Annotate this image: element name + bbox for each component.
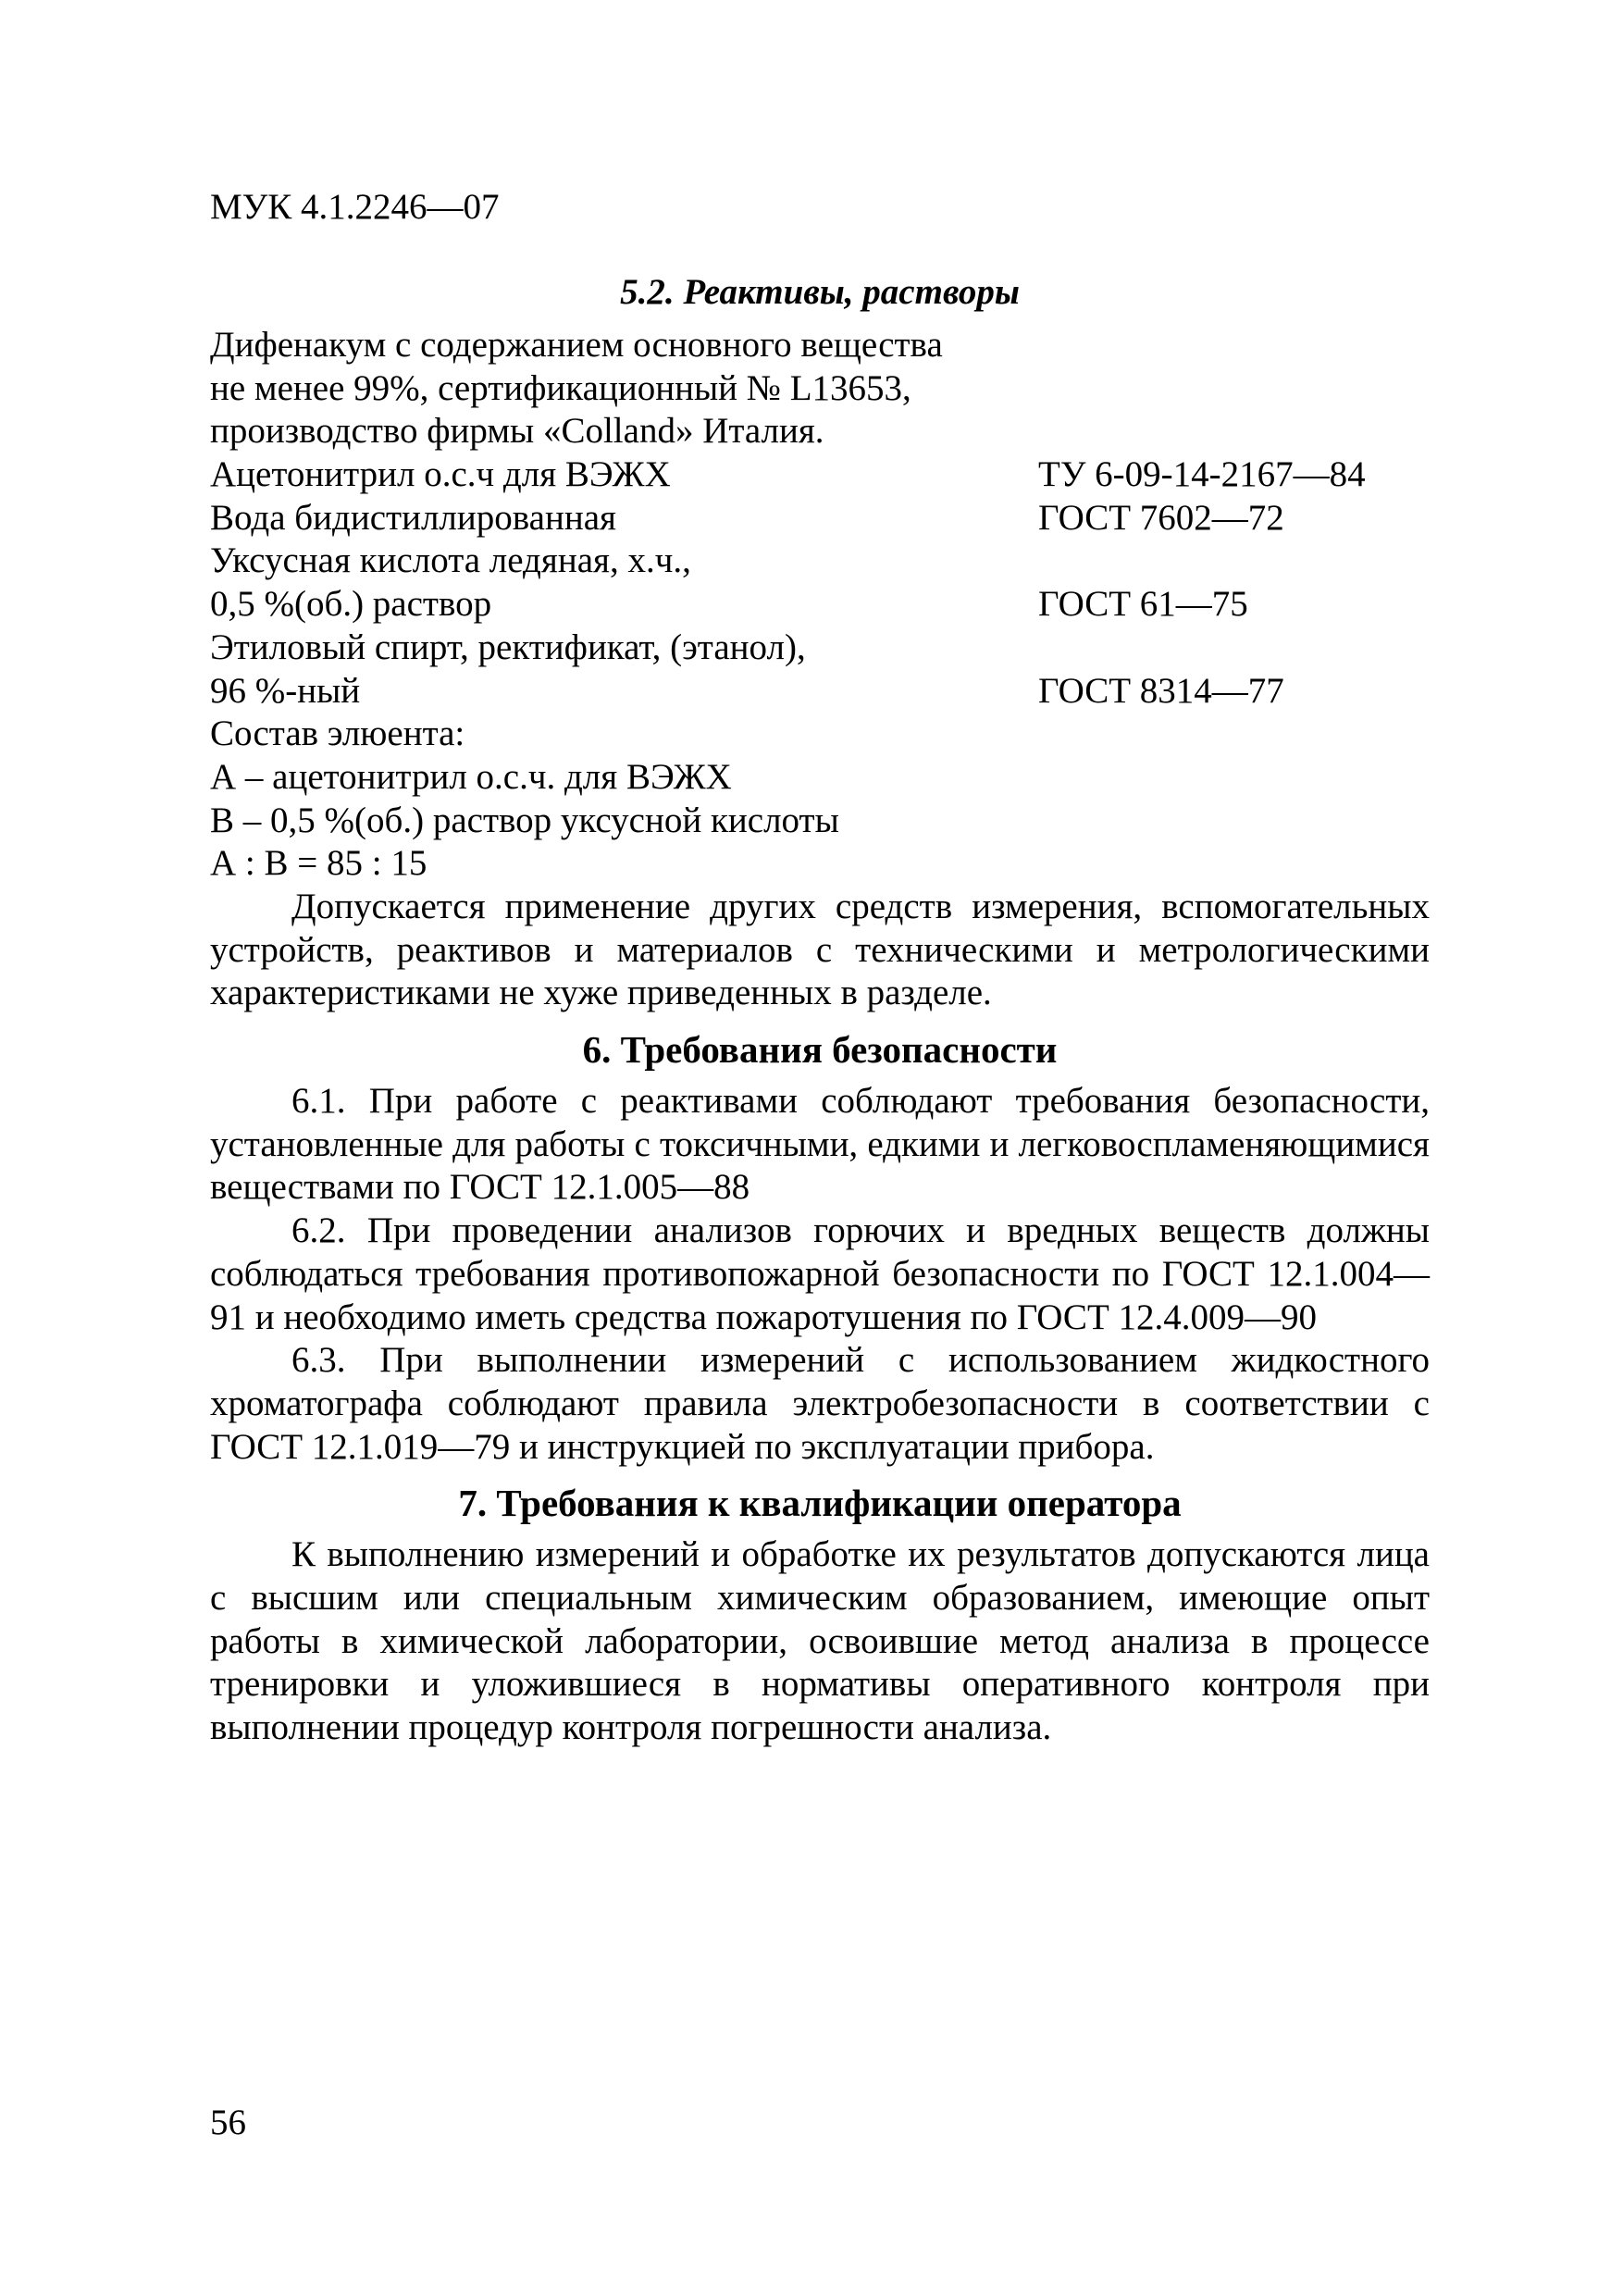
reagent-row [210,367,1430,411]
reagent-row [210,453,1430,497]
reagents-list [210,324,1430,886]
reagent-row [210,324,1430,367]
subsection-title: 5.2. Реактивы, растворы [620,272,1020,312]
reagent-row [210,713,1430,756]
reagent-row [210,583,1430,627]
reagent-name: Дифенакум с содержанием основного вещества [210,325,943,365]
reagent-row [210,497,1430,540]
reagent-name: не менее 99%, сертификационный № L13653, [210,367,911,408]
page-content [210,270,1430,1750]
section-6-title: 6. Требования безопасности [582,1028,1058,1072]
reagent-row [210,842,1430,886]
reagent-name: А : В = 85 : 15 [210,843,427,884]
document-code: МУК 4.1.2246—07 [210,187,500,227]
page-number: 56 [210,2103,246,2142]
reagent-row [210,540,1430,583]
section-7-paragraph-1: К выполнению измерений и обработке их результатов допускаются лица с высшим или специальным химическим образованием, имеющие опыт работы в химической лаборатории, освоившие метод анализа в процессе тренировки и уложившиеся в нормативы оперативного контроля при выполнении процедур контроля погрешности анализа. [210,1534,1430,1748]
reagent-name: Состав элюента: [210,714,465,754]
reagent-row [210,800,1430,843]
section-6-paragraph-1: 6.1. При работе с реактивами соблюдают требования безопасности, установленные для работы с токсичными, едкими и легковоспламеняющимися веществами по ГОСТ 12.1.005—88 [210,1081,1430,1208]
reagent-standard: ГОСТ 8314—77 [1038,670,1284,711]
reagent-name: Ацетонитрил о.с.ч для ВЭЖХ [210,454,671,495]
reagents-note: Допускается применение других средств измерения, вспомогательных устройств, реактивов и материалов с техническими и метрологическими характеристиками не хуже приведенных в разделе. [210,886,1430,1013]
reagent-name: Этиловый спирт, ректификат, (этанол), [210,627,806,667]
section-7-title: 7. Требования к квалификации оператора [458,1482,1182,1525]
reagent-standard: ГОСТ 61—75 [1038,584,1248,625]
reagent-name: Уксусная кислота ледяная, х.ч., [210,540,691,581]
reagent-name: А – ацетонитрил о.с.ч. для ВЭЖХ [210,756,732,797]
reagent-name: 0,5 %(об.) раствор [210,584,492,625]
reagent-standard: ТУ 6-09-14-2167—84 [1038,454,1366,495]
section-6-paragraph-3: 6.3. При выполнении измерений с использованием жидкостного хроматографа соблюдают правила электробезопасности в соответствии с ГОСТ 12.1.019—79 и инструкцией по эксплуатации прибора. [210,1340,1430,1467]
reagent-name: производство фирмы «Colland» Италия. [210,411,824,452]
reagent-name: В – 0,5 %(об.) раствор уксусной кислоты [210,800,839,840]
reagent-standard: ГОСТ 7602—72 [1038,497,1284,538]
reagent-row [210,410,1430,453]
section-6-paragraph-2: 6.2. При проведении анализов горючих и вредных веществ должны соблюдаться требования противопожарной безопасности по ГОСТ 12.1.004—91 и необходимо иметь средства пожаротушения по ГОСТ 12.4.009—90 [210,1210,1430,1337]
reagent-name: 96 %-ный [210,670,361,711]
reagent-row [210,627,1430,670]
reagent-row [210,756,1430,800]
reagent-row [210,670,1430,714]
reagent-name: Вода бидистиллированная [210,497,616,538]
